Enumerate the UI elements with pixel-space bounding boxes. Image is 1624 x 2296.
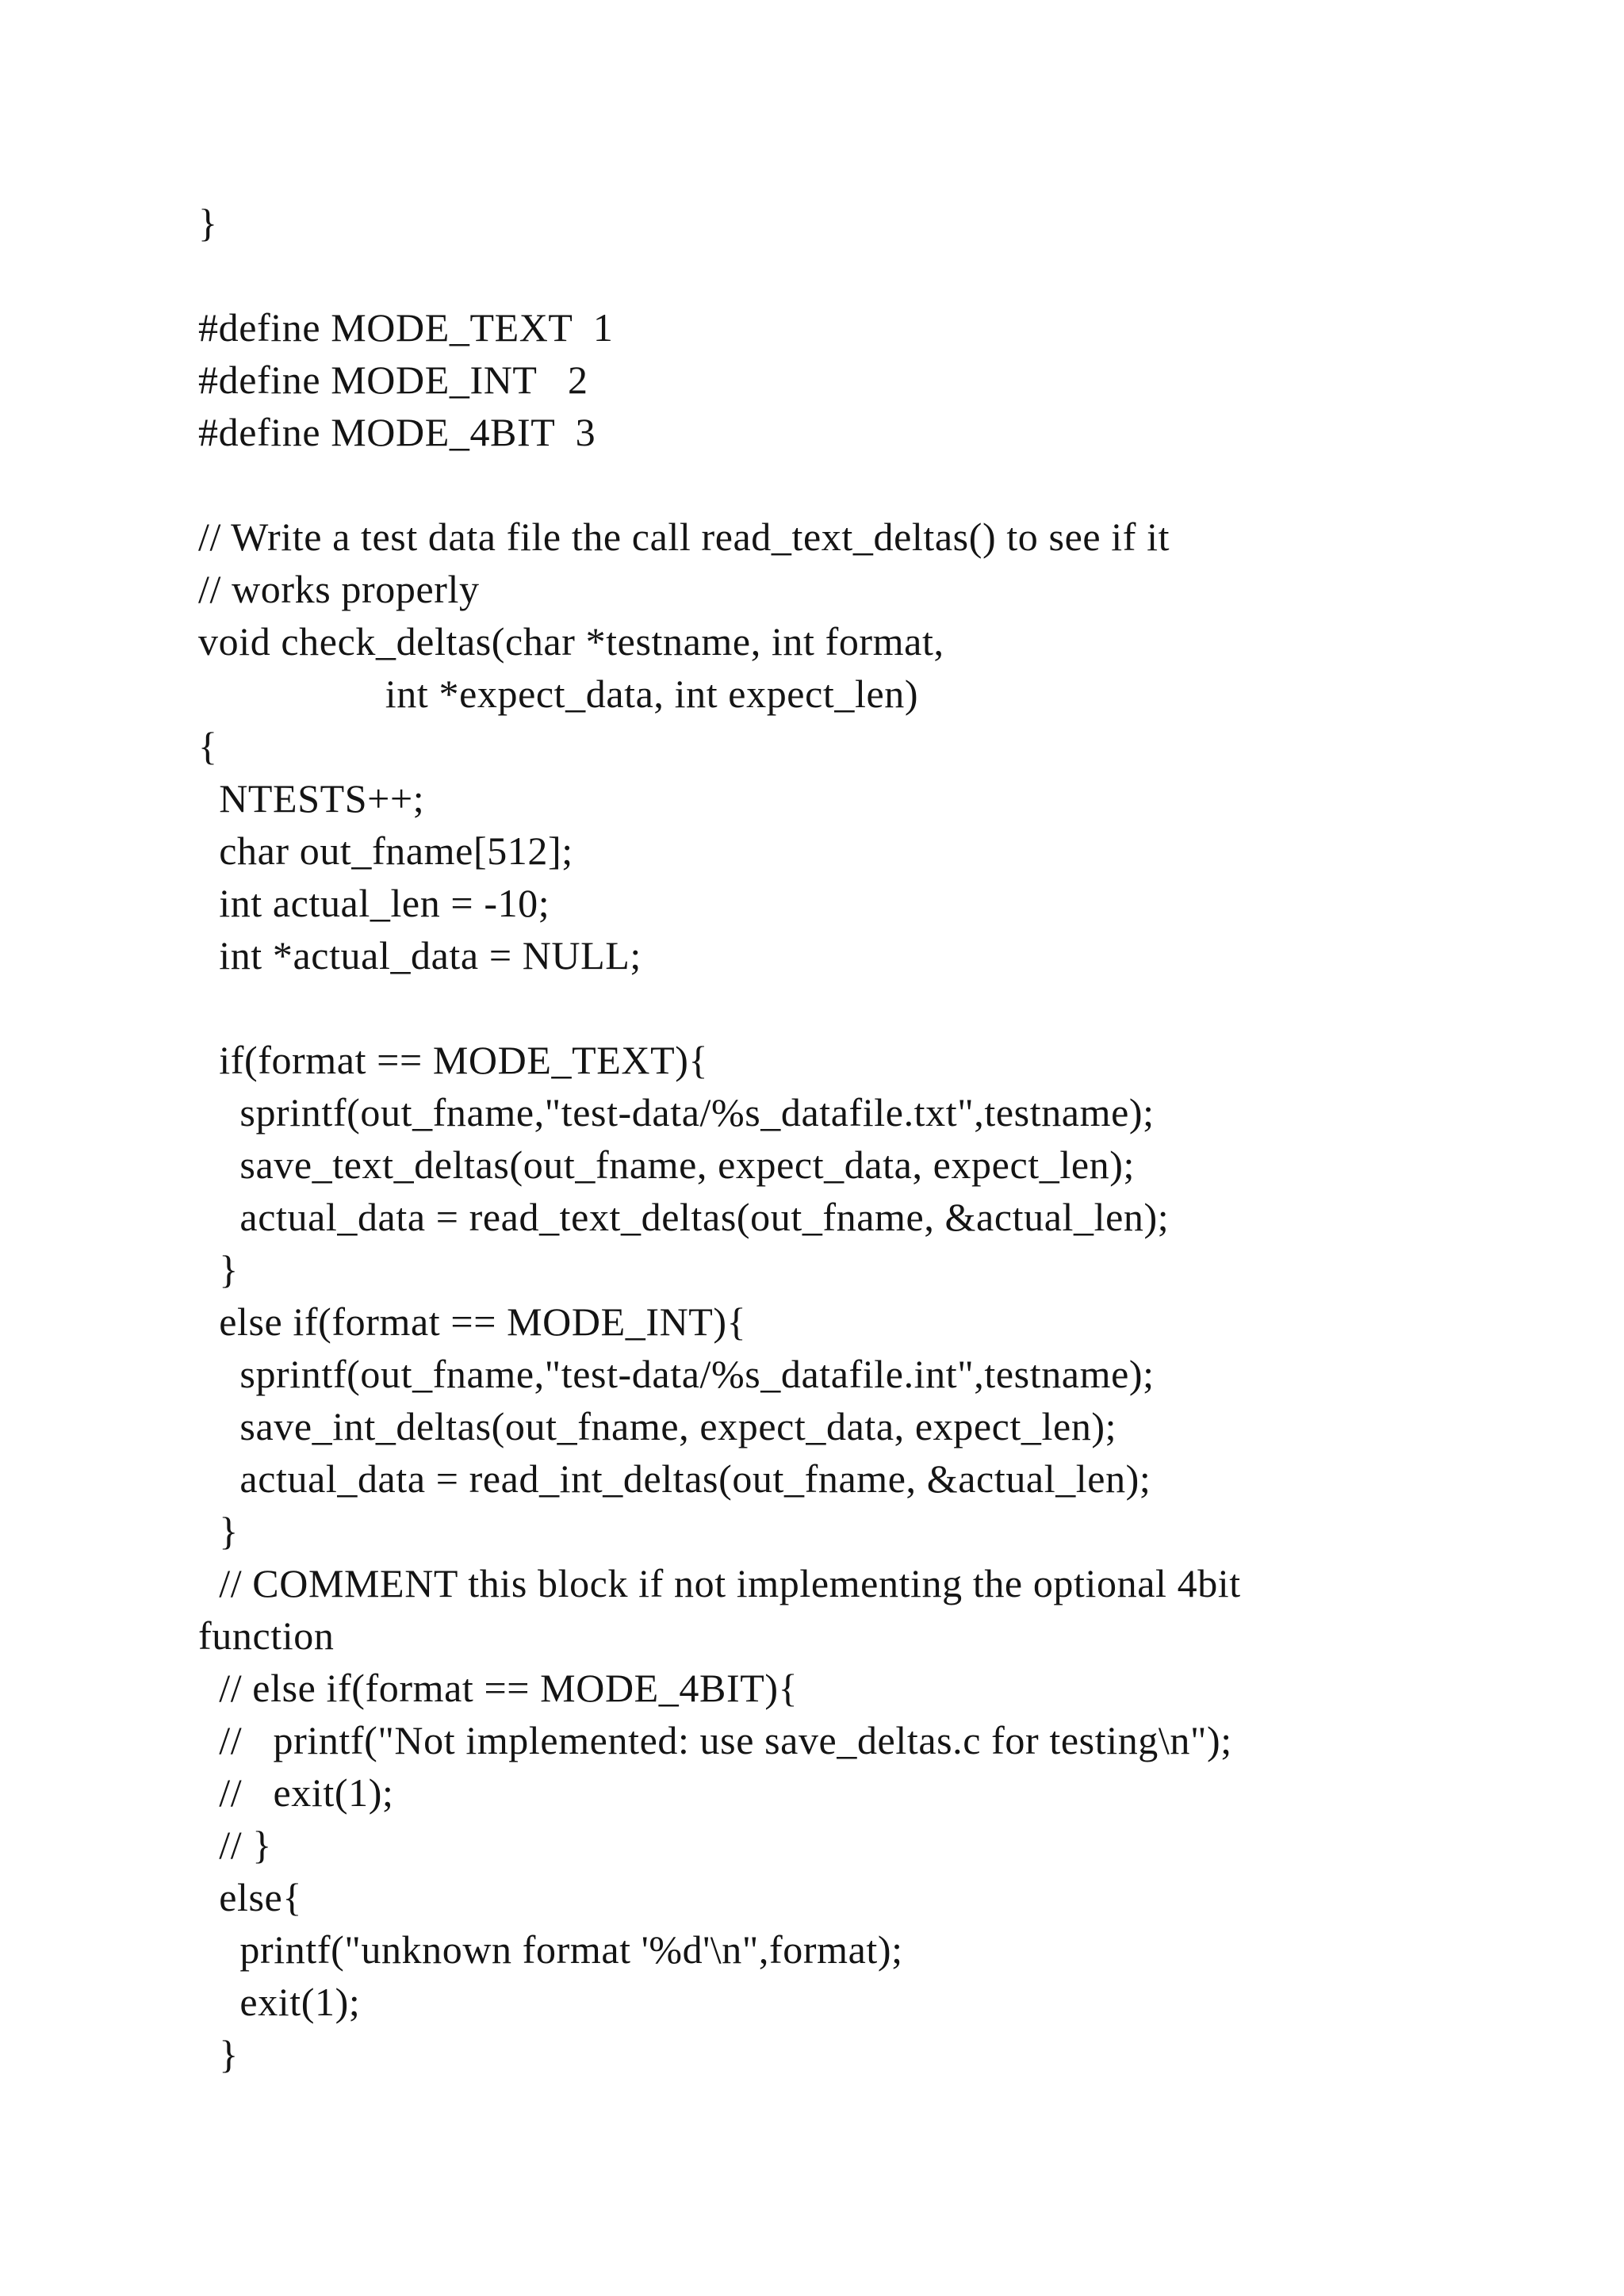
code-line: printf("unknown format '%d'\n",format); bbox=[198, 1927, 903, 1972]
code-line: save_text_deltas(out_fname, expect_data, expect_len); bbox=[198, 1142, 1135, 1187]
code-line: #define MODE_INT 2 bbox=[198, 358, 588, 402]
code-line bbox=[198, 458, 1594, 511]
code-line: } bbox=[198, 1247, 239, 1292]
code-listing bbox=[198, 197, 1594, 2080]
code-line: #define MODE_4BIT 3 bbox=[198, 410, 596, 454]
code-line: sprintf(out_fname,"test-data/%s_datafile.int",testname); bbox=[198, 1352, 1155, 1396]
code-line: } bbox=[198, 1509, 239, 1553]
code-line: } bbox=[198, 201, 218, 245]
code-line: int *expect_data, int expect_len) bbox=[198, 672, 919, 716]
code-line: // COMMENT this block if not implementing the optional 4bit bbox=[198, 1561, 1241, 1605]
code-line bbox=[198, 249, 1594, 301]
code-line: if(format == MODE_TEXT){ bbox=[198, 1038, 709, 1082]
code-line: save_int_deltas(out_fname, expect_data, expect_len); bbox=[198, 1404, 1117, 1448]
code-line: } bbox=[198, 2032, 239, 2076]
code-line bbox=[198, 982, 1594, 1034]
code-line: // Write a test data file the call read_text_deltas() to see if it bbox=[198, 515, 1170, 559]
code-line: int *actual_data = NULL; bbox=[198, 933, 642, 978]
code-line: char out_fname[512]; bbox=[198, 828, 573, 873]
code-line: #define MODE_TEXT 1 bbox=[198, 305, 614, 350]
code-line: // works properly bbox=[198, 567, 480, 611]
code-line: { bbox=[198, 724, 218, 768]
code-line: void check_deltas(char *testname, int format, bbox=[198, 619, 944, 664]
code-line: NTESTS++; bbox=[198, 776, 425, 821]
code-line: actual_data = read_int_deltas(out_fname, &actual_len); bbox=[198, 1456, 1151, 1501]
code-line: else{ bbox=[198, 1875, 302, 1919]
code-line: // } bbox=[198, 1823, 272, 1867]
code-line: function bbox=[198, 1613, 335, 1658]
code-line: // else if(format == MODE_4BIT){ bbox=[198, 1666, 799, 1710]
code-line: actual_data = read_text_deltas(out_fname, &actual_len); bbox=[198, 1195, 1170, 1239]
code-line: // printf("Not implemented: use save_deltas.c for testing\n"); bbox=[198, 1718, 1232, 1762]
code-line: sprintf(out_fname,"test-data/%s_datafile.txt",testname); bbox=[198, 1090, 1155, 1135]
code-line: else if(format == MODE_INT){ bbox=[198, 1299, 747, 1344]
code-line: int actual_len = -10; bbox=[198, 881, 550, 925]
code-line: exit(1); bbox=[198, 1980, 361, 2024]
code-line: // exit(1); bbox=[198, 1770, 394, 1815]
